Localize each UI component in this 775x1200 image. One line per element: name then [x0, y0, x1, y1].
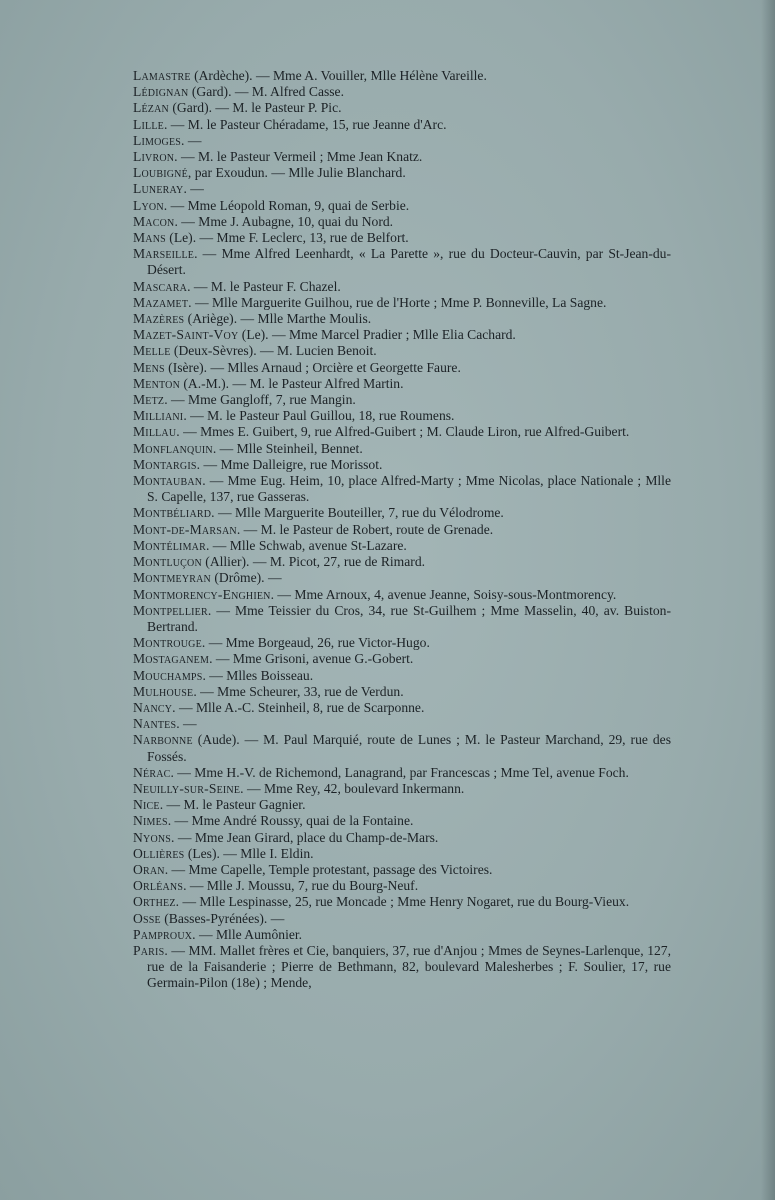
directory-entry	[133, 603, 671, 635]
entry-text: . — Mme Arnoux, 4, avenue Jeanne, Soisy-sous-Montmorency.	[270, 586, 617, 602]
directory-entry	[133, 84, 671, 100]
directory-entry	[133, 117, 671, 133]
entry-text: (Le). — Mme Marcel Pradier ; Mlle Elia Cachard.	[238, 327, 516, 343]
entry-place: Lédignan	[133, 84, 189, 100]
directory-entry	[133, 716, 671, 732]
entry-place: Marseille	[133, 246, 195, 262]
entry-text: . — Mme Borgeaud, 26, rue Victor-Hugo.	[201, 635, 430, 651]
directory-entry	[133, 570, 671, 586]
entry-place: Metz	[133, 392, 165, 408]
entry-text: (Isère). — Mlles Arnaud ; Orcière et Georgette Faure.	[164, 359, 461, 375]
entry-place: Mens	[133, 359, 165, 375]
entry-text: (Ariège). — Mlle Marthe Moulis.	[184, 311, 372, 327]
directory-entry	[133, 846, 671, 862]
entry-text: . — Mme Jean Girard, place du Champ-de-Mars.	[171, 829, 439, 845]
entry-text: . — Mlle Lespinasse, 25, rue Moncade ; Mme Henry Nogaret, rue du Bourg-Vieux.	[175, 894, 630, 910]
entry-text: (Basses-Pyrénées). —	[160, 910, 285, 926]
entry-place: Montélimar	[133, 537, 206, 553]
entry-place: Nimes	[133, 813, 168, 829]
entry-place: Montargis	[133, 456, 197, 472]
entry-text: . — Mme Rey, 42, boulevard Inkermann.	[240, 780, 465, 796]
entry-text: . — Mme Scheurer, 33, rue de Verdun.	[193, 683, 404, 699]
entry-place: Montauban	[133, 473, 203, 489]
directory-entry	[133, 911, 671, 927]
directory-entry	[133, 149, 671, 165]
entry-text: . — M. le Pasteur Paul Guillou, 18, rue Roumens.	[183, 408, 455, 424]
directory-entry	[133, 830, 671, 846]
entry-place: Montrouge	[133, 635, 202, 651]
entry-text: . — Mlle Marguerite Bouteiller, 7, rue du Vélodrome.	[211, 505, 504, 521]
entry-text: (Le). — Mme F. Leclerc, 13, rue de Belfort.	[165, 230, 409, 246]
entry-text: . — MM. Mallet frères et Cie, banquiers, 37, rue d'Anjou ; Mmes de Seynes-Larlenque, 127, rue de la Faisanderie ; Pierre de Bethmann, 82, boulevard Malesherbes ; F. Soulier, 17, rue Germain-Pilon (18e) ; Mende,	[147, 942, 671, 991]
entry-text: . — M. le Pasteur F. Chazel.	[187, 278, 341, 294]
directory-entry	[133, 165, 671, 181]
entry-text: . — Mlle Aumônier.	[192, 926, 303, 942]
directory-entry	[133, 360, 671, 376]
entry-place: Lille	[133, 116, 164, 132]
entry-text: . — Mme Léopold Roman, 9, quai de Serbie.	[163, 197, 410, 213]
entry-place: Ollières	[133, 845, 185, 861]
entry-place: Orléans	[133, 878, 184, 894]
entry-text: . — Mme Capelle, Temple protestant, passage des Victoires.	[164, 861, 493, 877]
entry-place: Monflanquin	[133, 440, 213, 456]
directory-entry	[133, 214, 671, 230]
directory-entry	[133, 765, 671, 781]
entry-place: Nice	[133, 797, 160, 813]
entry-place: Mazères	[133, 311, 185, 327]
entry-place: Montmorency-Enghien	[133, 586, 271, 602]
directory-entry	[133, 198, 671, 214]
entry-place: Oran	[133, 861, 165, 877]
directory-entry	[133, 878, 671, 894]
directory-entry	[133, 68, 671, 84]
entry-place: Mascara	[133, 278, 188, 294]
directory-entry	[133, 441, 671, 457]
entry-place: Lyon	[133, 197, 164, 213]
entry-text: . — Mlle Steinheil, Bennet.	[212, 440, 363, 456]
directory-entry	[133, 408, 671, 424]
directory-entry	[133, 684, 671, 700]
entry-place: Montbéliard	[133, 505, 212, 521]
entry-place: Montmeyran	[133, 570, 211, 586]
entry-text: . — Mme Alfred Leenhardt, « La Parette », rue du Docteur-Cauvin, par St-Jean-du-Désert.	[147, 246, 671, 278]
entry-place: Mont-de-Marsan	[133, 521, 237, 537]
directory-entry	[133, 343, 671, 359]
entry-text: . — Mlle Marguerite Guilhou, rue de l'Horte ; Mme P. Bonneville, La Sagne.	[188, 294, 607, 310]
directory-entry	[133, 538, 671, 554]
directory-entry	[133, 668, 671, 684]
directory-list	[133, 68, 671, 992]
entry-text: (Allier). — M. Picot, 27, rue de Rimard.	[201, 554, 426, 570]
directory-entry	[133, 894, 671, 910]
entry-place: Mouchamps	[133, 667, 203, 683]
entry-place: Lézan	[133, 100, 169, 116]
entry-place: Mulhouse	[133, 683, 194, 699]
directory-entry	[133, 522, 671, 538]
directory-entry	[133, 133, 671, 149]
directory-entry	[133, 327, 671, 343]
entry-place: Millau	[133, 424, 177, 440]
entry-place: Narbonne	[133, 732, 193, 748]
directory-entry	[133, 392, 671, 408]
entry-text: . — Mme André Roussy, quai de la Fontaine.	[167, 813, 414, 829]
entry-text: (Aude). — M. Paul Marquié, route de Lunes ; M. le Pasteur Marchand, 29, rue des Fossés.	[147, 732, 671, 764]
directory-entry	[133, 279, 671, 295]
entry-place: Menton	[133, 375, 180, 391]
entry-place: Macon	[133, 213, 175, 229]
directory-entry	[133, 246, 671, 278]
entry-place: Lamastre	[133, 68, 191, 83]
entry-place: Milliani	[133, 408, 184, 424]
entry-text: (A.-M.). — M. le Pasteur Alfred Martin.	[180, 375, 404, 391]
entry-text: . — M. le Pasteur de Robert, route de Grenade.	[236, 521, 494, 537]
entry-place: Loubigné	[133, 165, 188, 181]
entry-text: . — Mlle Schwab, avenue St-Lazare.	[205, 537, 407, 553]
directory-entry	[133, 424, 671, 440]
entry-place: Mostaganem	[133, 651, 210, 667]
entry-place: Montluçon	[133, 554, 202, 570]
entry-place: Osse	[133, 910, 161, 926]
directory-entry	[133, 732, 671, 764]
entry-text: (Les). — Mlle I. Eldin.	[184, 845, 314, 861]
entry-text: (Drôme). —	[210, 570, 282, 586]
entry-text: . — Mme Grisoni, avenue G.-Gobert.	[209, 651, 414, 667]
directory-entry	[133, 700, 671, 716]
entry-place: Mazamet	[133, 294, 189, 310]
entry-text: . — Mme H.-V. de Richemond, Lanagrand, par Francescas ; Mme Tel, avenue Foch.	[170, 764, 629, 780]
entry-place: Paris	[133, 942, 165, 958]
entry-text: . —	[183, 181, 204, 197]
entry-text: . — Mme Dalleigre, rue Morissot.	[196, 456, 383, 472]
directory-entry	[133, 587, 671, 603]
entry-text: . — Mlles Boisseau.	[202, 667, 314, 683]
directory-entry	[133, 943, 671, 992]
entry-place: Nancy	[133, 699, 173, 715]
entry-place: Neuilly-sur-Seine	[133, 780, 241, 796]
directory-entry	[133, 927, 671, 943]
entry-place: Montpellier	[133, 602, 208, 618]
directory-entry	[133, 651, 671, 667]
entry-text: . — Mlle A.-C. Steinheil, 8, rue de Scarponne.	[172, 699, 425, 715]
directory-entry	[133, 797, 671, 813]
entry-place: Mazet-Saint-Voy	[133, 327, 239, 343]
entry-text: . — Mlle J. Moussu, 7, rue du Bourg-Neuf.	[183, 878, 419, 894]
entry-place: Livron	[133, 149, 175, 165]
entry-place: Mans	[133, 230, 166, 246]
entry-text: . — M. le Pasteur Chéradame, 15, rue Jeanne d'Arc.	[163, 116, 447, 132]
entry-text: . — M. le Pasteur Vermeil ; Mme Jean Knatz.	[174, 149, 423, 165]
entry-place: Nantes	[133, 716, 177, 732]
directory-entry	[133, 635, 671, 651]
entry-place: Limoges	[133, 132, 182, 148]
directory-entry	[133, 813, 671, 829]
entry-place: Melle	[133, 343, 171, 359]
directory-entry	[133, 554, 671, 570]
directory-entry	[133, 862, 671, 878]
entry-place: Nérac	[133, 764, 171, 780]
directory-entry	[133, 376, 671, 392]
entry-text: (Gard). — M. Alfred Casse.	[188, 84, 344, 100]
entry-text: , par Exoudun. — Mlle Julie Blanchard.	[187, 165, 406, 181]
entry-text: . —	[176, 716, 197, 732]
directory-entry	[133, 230, 671, 246]
entry-place: Pamproux	[133, 926, 193, 942]
entry-place: Orthez	[133, 894, 176, 910]
entry-text: . — Mme Eug. Heim, 10, place Alfred-Marty ; Mme Nicolas, place Nationale ; Mlle S. Capelle, 137, rue Gasseras.	[147, 473, 671, 505]
entry-text: (Gard). — M. le Pasteur P. Pic.	[168, 100, 342, 116]
entry-text: . — Mme J. Aubagne, 10, quai du Nord.	[174, 213, 394, 229]
entry-place: Nyons	[133, 829, 172, 845]
directory-entry	[133, 473, 671, 505]
directory-entry	[133, 181, 671, 197]
page-edge-shadow	[761, 0, 775, 1200]
directory-entry	[133, 781, 671, 797]
directory-entry	[133, 457, 671, 473]
entry-text: (Ardèche). — Mme A. Vouiller, Mlle Hélène Vareille.	[190, 68, 487, 83]
directory-entry	[133, 100, 671, 116]
entry-text: . — M. le Pasteur Gagnier.	[159, 797, 306, 813]
entry-text: . — Mmes E. Guibert, 9, rue Alfred-Guibert ; M. Claude Liron, rue Alfred-Guibert.	[176, 424, 630, 440]
directory-entry	[133, 505, 671, 521]
entry-text: (Deux-Sèvres). — M. Lucien Benoit.	[170, 343, 377, 359]
directory-entry	[133, 311, 671, 327]
entry-text: . —	[181, 132, 202, 148]
entry-text: . — Mme Teissier du Cros, 34, rue St-Guilhem ; Mme Masselin, 40, av. Buiston-Bertrand.	[147, 602, 671, 634]
directory-entry	[133, 295, 671, 311]
entry-text: . — Mme Gangloff, 7, rue Mangin.	[164, 392, 356, 408]
entry-place: Luneray	[133, 181, 184, 197]
